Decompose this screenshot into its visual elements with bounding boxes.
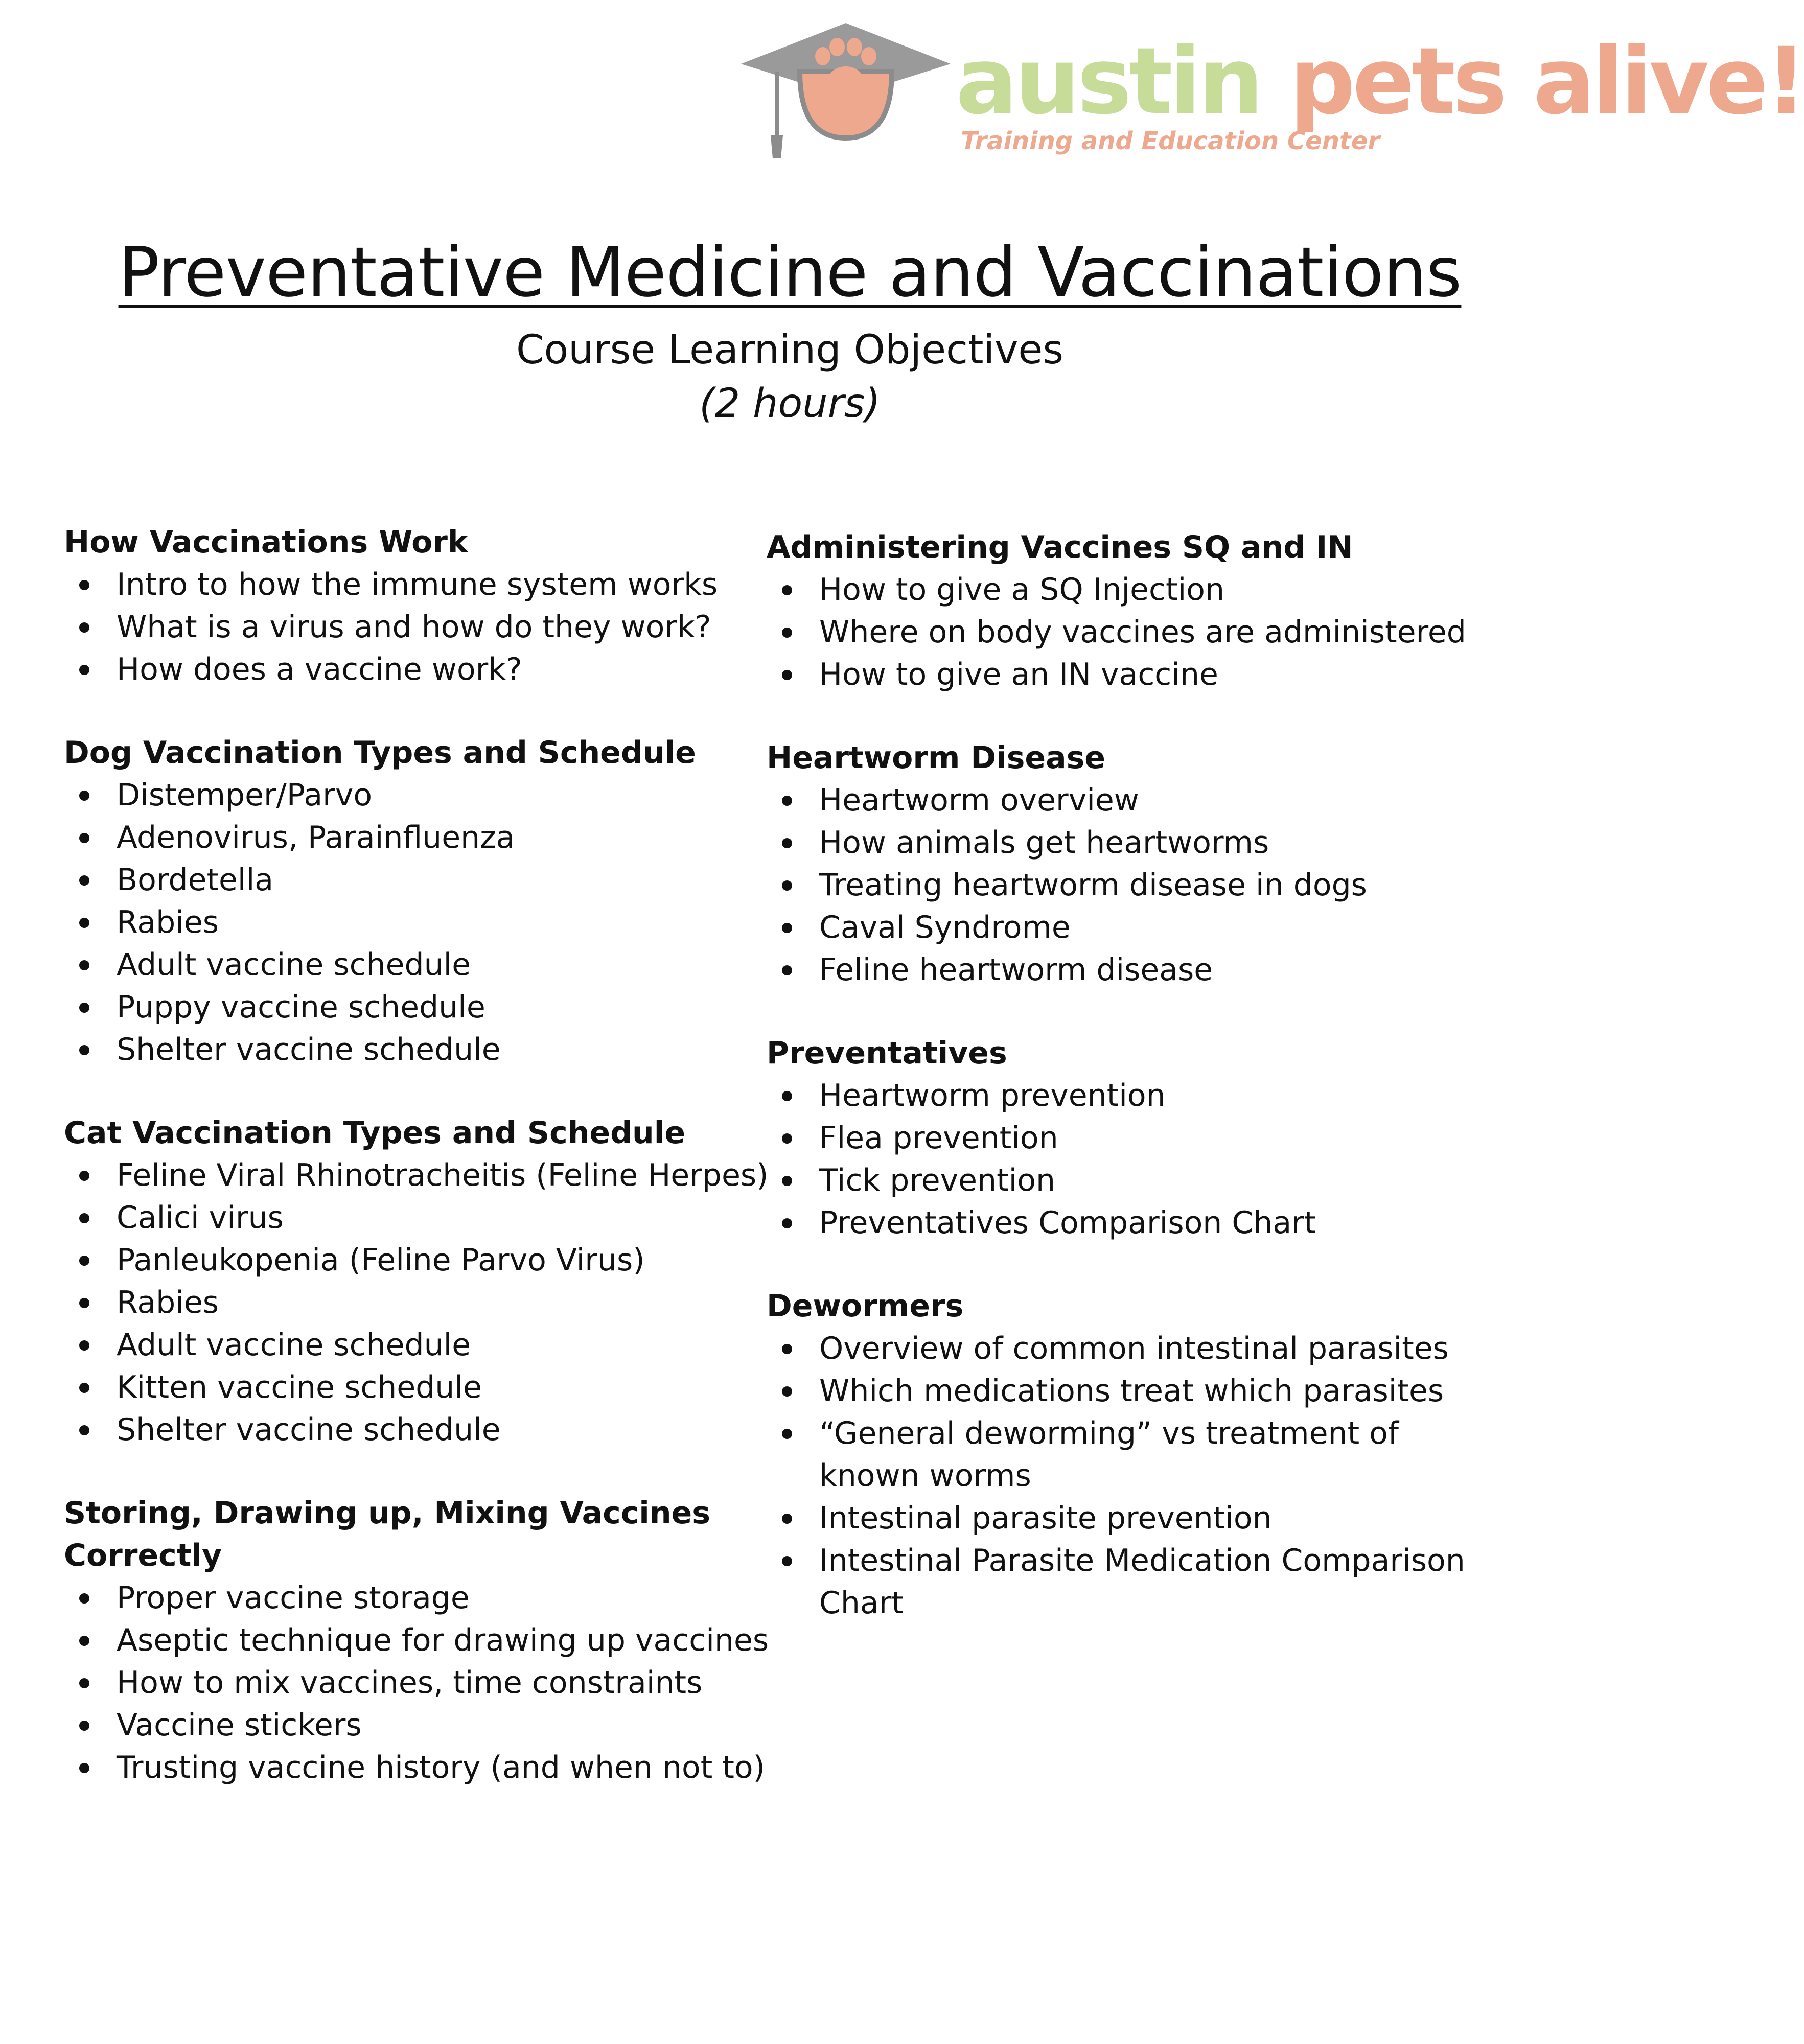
bullet-icon — [79, 1298, 89, 1308]
section-heading: Storing, Drawing up, Mixing Vaccines Correctly — [64, 1495, 710, 1573]
logo-word-pets-alive: pets alive! — [1289, 28, 1804, 135]
page-subtitle: Course Learning Objectives — [516, 327, 1063, 373]
list-item — [64, 1324, 790, 1366]
list-item — [64, 944, 790, 986]
bullet-icon — [79, 1213, 89, 1223]
course-duration: (2 hours) — [699, 381, 881, 427]
section-heartworm-disease — [767, 737, 1497, 991]
list-item — [767, 907, 1497, 949]
bullet-icon — [79, 1171, 89, 1181]
page-title: Preventative Medicine and Vaccinations — [118, 233, 1462, 312]
austin-pets-alive-logo — [741, 20, 1804, 164]
list-item-text: Shelter vaccine schedule — [117, 1032, 501, 1067]
list-item-text: Rabies — [117, 904, 219, 940]
bullet-icon — [79, 960, 89, 970]
list-item-text: Preventatives Comparison Chart — [819, 1205, 1316, 1241]
right-column — [767, 526, 1497, 1665]
list-item-text: How to mix vaccines, time constraints — [117, 1665, 703, 1701]
list-item-text: Feline heartworm disease — [819, 952, 1213, 988]
bullet-icon — [782, 670, 792, 680]
objective-list — [767, 1328, 1497, 1624]
list-item — [64, 1366, 790, 1409]
bullet-icon — [79, 1425, 89, 1435]
bullet-icon — [782, 628, 792, 638]
section-how-vaccinations-work — [64, 521, 790, 691]
list-item — [64, 774, 790, 817]
list-item — [767, 1497, 1497, 1540]
list-item-text: How to give a SQ Injection — [819, 572, 1224, 608]
bullet-icon — [782, 1091, 792, 1101]
list-item-text: Feline Viral Rhinotracheitis (Feline Herpes) — [117, 1157, 769, 1193]
section-storing-vaccines — [64, 1492, 790, 1789]
list-item — [767, 569, 1497, 611]
list-item — [767, 1540, 1497, 1624]
objective-list — [64, 564, 790, 691]
list-item — [767, 949, 1497, 991]
list-item — [64, 606, 790, 648]
section-heading: Administering Vaccines SQ and IN — [767, 529, 1353, 565]
list-item-text: Panleukopenia (Feline Parvo Virus) — [117, 1242, 645, 1278]
list-item — [767, 654, 1497, 696]
list-item — [767, 1328, 1497, 1370]
list-item-text: Overview of common intestinal parasites — [819, 1331, 1449, 1366]
section-preventatives — [767, 1032, 1497, 1244]
list-item — [64, 1282, 790, 1324]
list-item-text: “General deworming” vs treatment of known worms — [819, 1415, 1399, 1494]
bullet-icon — [79, 1678, 89, 1688]
bullet-icon — [782, 1176, 792, 1186]
bullet-icon — [79, 1636, 89, 1646]
list-item — [767, 779, 1497, 822]
list-item-text: Caval Syndrome — [819, 910, 1071, 945]
list-item — [64, 648, 790, 691]
section-dewormers — [767, 1285, 1497, 1624]
list-item-text: How does a vaccine work? — [117, 652, 522, 687]
bullet-icon — [782, 1429, 792, 1439]
list-item — [64, 564, 790, 606]
list-item — [767, 1159, 1497, 1202]
objective-list — [64, 774, 790, 1071]
list-item — [767, 1202, 1497, 1244]
logo-word-austin: austin — [956, 28, 1261, 135]
bullet-icon — [782, 1514, 792, 1524]
objective-list — [767, 1075, 1497, 1244]
list-item — [767, 822, 1497, 864]
list-item-text: Intestinal Parasite Medication Comparison Chart — [819, 1543, 1465, 1621]
list-item — [64, 1704, 790, 1747]
list-item — [64, 859, 790, 901]
bullet-icon — [79, 1383, 89, 1393]
bullet-icon — [782, 1386, 792, 1397]
list-item-text: Vaccine stickers — [117, 1707, 362, 1743]
bullet-icon — [79, 622, 89, 633]
list-item — [767, 611, 1497, 654]
list-item — [64, 1239, 790, 1282]
list-item-text: Heartworm overview — [819, 782, 1139, 818]
bullet-icon — [79, 1593, 89, 1604]
list-item — [64, 1197, 790, 1239]
list-item-text: Tick prevention — [819, 1163, 1056, 1198]
bullet-icon — [782, 1556, 792, 1566]
section-heading: Dewormers — [767, 1288, 964, 1324]
list-item-text: Adult vaccine schedule — [117, 947, 471, 983]
list-item-text: Adenovirus, Parainfluenza — [117, 820, 515, 855]
list-item — [64, 1747, 790, 1789]
list-item-text: Bordetella — [117, 862, 274, 898]
bullet-icon — [79, 791, 89, 801]
left-column — [64, 521, 790, 1830]
section-dog-vaccination — [64, 732, 790, 1071]
list-item — [64, 817, 790, 859]
objective-list — [64, 1154, 790, 1451]
list-item-text: Rabies — [117, 1285, 219, 1320]
bullet-icon — [79, 1045, 89, 1055]
list-item — [767, 1075, 1497, 1117]
logo-wordmark — [956, 28, 1804, 135]
bullet-icon — [782, 1218, 792, 1228]
list-item-text: Flea prevention — [819, 1120, 1058, 1156]
list-item-text: Aseptic technique for drawing up vaccines — [117, 1622, 769, 1658]
bullet-icon — [782, 1133, 792, 1144]
bullet-icon — [782, 923, 792, 933]
list-item — [64, 1662, 790, 1704]
bullet-icon — [782, 585, 792, 595]
bullet-icon — [79, 665, 89, 675]
bullet-icon — [79, 1763, 89, 1773]
bullet-icon — [782, 880, 792, 891]
objective-list — [64, 1577, 790, 1789]
section-heading: Preventatives — [767, 1035, 1007, 1071]
objective-list — [767, 569, 1497, 696]
list-item-text: How to give an IN vaccine — [819, 657, 1218, 692]
section-heading: Heartworm Disease — [767, 740, 1105, 776]
section-heading: How Vaccinations Work — [64, 524, 468, 560]
bullet-icon — [79, 833, 89, 843]
bullet-icon — [79, 1003, 89, 1013]
list-item-text: How animals get heartworms — [819, 825, 1269, 861]
bullet-icon — [79, 580, 89, 590]
list-item — [64, 1619, 790, 1662]
list-item-text: Heartworm prevention — [819, 1078, 1166, 1113]
list-item — [64, 901, 790, 944]
list-item — [64, 1409, 790, 1451]
list-item-text: Which medications treat which parasites — [819, 1373, 1444, 1409]
list-item-text: Calici virus — [117, 1200, 284, 1236]
objective-list — [767, 779, 1497, 991]
list-item-text: Proper vaccine storage — [117, 1580, 470, 1616]
list-item — [64, 1029, 790, 1071]
list-item-text: Kitten vaccine schedule — [117, 1369, 482, 1405]
section-heading: Dog Vaccination Types and Schedule — [64, 735, 696, 771]
section-heading: Cat Vaccination Types and Schedule — [64, 1115, 686, 1151]
list-item-text: Treating heartworm disease in dogs — [819, 867, 1367, 903]
list-item — [64, 1154, 790, 1197]
bullet-icon — [782, 796, 792, 806]
list-item-text: Intestinal parasite prevention — [819, 1500, 1272, 1536]
graduation-cap-paw-icon — [741, 20, 956, 164]
list-item — [767, 1412, 1497, 1497]
bullet-icon — [782, 1344, 792, 1354]
bullet-icon — [782, 965, 792, 975]
logo-tagline: Training and Education Center — [961, 127, 1380, 155]
list-item-text: Shelter vaccine schedule — [117, 1412, 501, 1448]
list-item — [64, 986, 790, 1029]
list-item — [64, 1577, 790, 1619]
bullet-icon — [79, 1256, 89, 1266]
list-item-text: What is a virus and how do they work? — [117, 609, 711, 645]
bullet-icon — [782, 838, 792, 848]
bullet-icon — [79, 875, 89, 886]
section-administering-vaccines — [767, 526, 1497, 696]
list-item — [767, 1370, 1497, 1412]
list-item-text: Trusting vaccine history (and when not to) — [117, 1750, 765, 1785]
list-item-text: Intro to how the immune system works — [117, 567, 718, 602]
list-item-text: Where on body vaccines are administered — [819, 614, 1466, 650]
list-item-text: Adult vaccine schedule — [117, 1327, 471, 1363]
list-item-text: Puppy vaccine schedule — [117, 989, 485, 1025]
list-item — [767, 864, 1497, 907]
section-cat-vaccination — [64, 1112, 790, 1451]
list-item — [767, 1117, 1497, 1159]
bullet-icon — [79, 1721, 89, 1731]
list-item-text: Distemper/Parvo — [117, 777, 373, 813]
bullet-icon — [79, 918, 89, 928]
bullet-icon — [79, 1340, 89, 1351]
